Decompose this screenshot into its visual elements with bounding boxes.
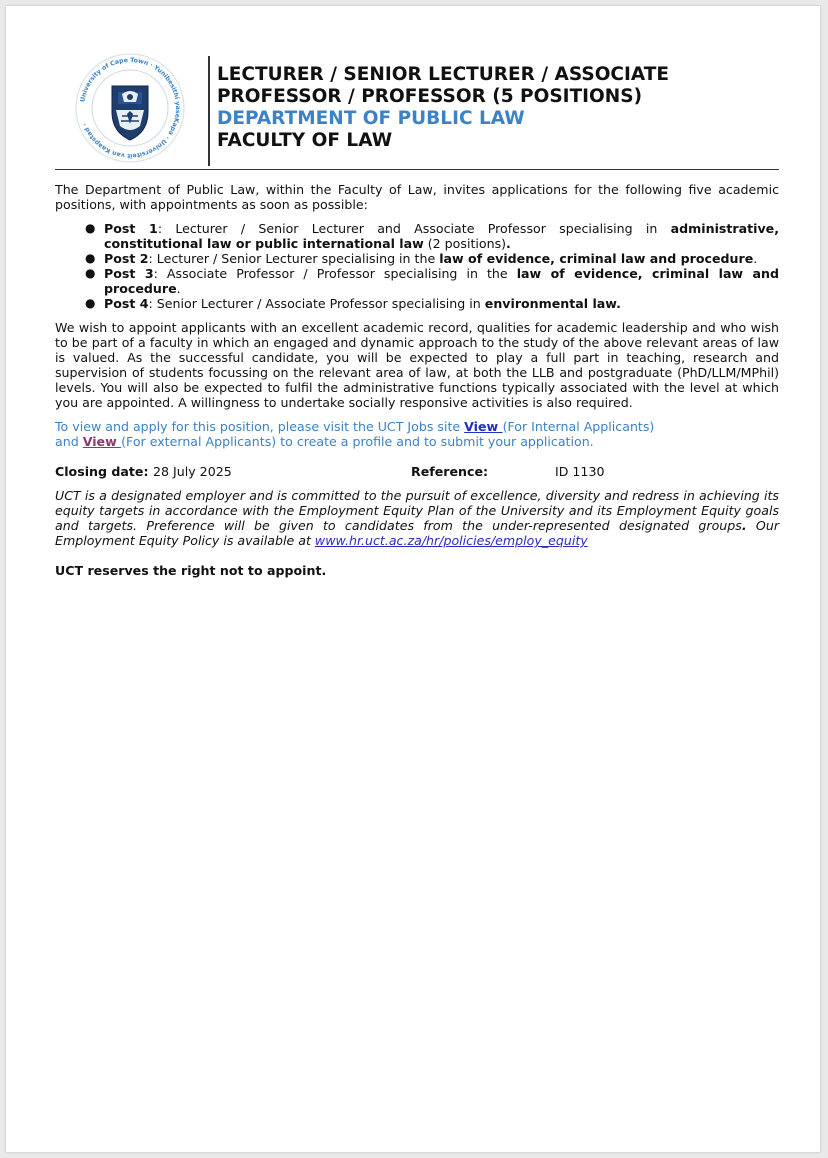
equity-statement (55, 488, 779, 548)
position-title-line2: PROFESSOR / PROFESSOR (5 POSITIONS) (217, 86, 643, 107)
bullet-icon: ● (85, 221, 96, 235)
svg-text:University of Cape Town · Yuni: University of Cape Town · Yunibesithi yaseKapa · Universiteit van Kaapstad · (79, 56, 182, 160)
header-divider (208, 56, 210, 166)
apply-text: To view and apply for this position, please visit the UCT Jobs site (55, 419, 465, 434)
document-page (6, 6, 820, 1152)
bullet-icon: ● (85, 266, 96, 280)
post-text: : Lecturer / Senior Lecturer and Associate Professor specialising in (157, 221, 671, 236)
post-label: Post 3 (104, 266, 154, 281)
post-specialisation: law of evidence, criminal law and procedure (104, 266, 779, 296)
post-label: Post 2 (104, 251, 149, 266)
external-view-link[interactable]: View (82, 434, 122, 449)
post-tail-end: . (753, 251, 758, 266)
closing-row (55, 464, 779, 480)
post-specialisation: law of evidence, criminal law and procedure (439, 251, 754, 266)
post-list (55, 221, 779, 311)
list-item (55, 251, 779, 266)
intro-paragraph: The Department of Public Law, within the Faculty of Law, invites applications for the following five academic positions, with appointments as soon as possible: (55, 182, 779, 212)
post-label: Post 1 (104, 221, 158, 236)
bullet-icon: ● (85, 251, 96, 265)
post-tail-end: . (176, 281, 181, 296)
reference-label: Reference: (411, 464, 489, 479)
post-specialisation: environmental law. (484, 296, 621, 311)
post-text: : Associate Professor / Professor specialising in the (153, 266, 517, 281)
reference-value: ID 1130 (555, 464, 605, 479)
post-label: Post 4 (104, 296, 149, 311)
department-title: DEPARTMENT OF PUBLIC LAW (217, 108, 525, 129)
apply-text: and (55, 434, 83, 449)
closing-date-value: 28 July 2025 (153, 464, 232, 479)
post-tail: (2 positions) (423, 236, 507, 251)
requirements-paragraph: We wish to appoint applicants with an excellent academic record, qualities for academic leadership and who wish to be part of a faculty in which an engaged and dynamic approach to the study of the above relevant areas of law is valued. As the successful candidate, you will be expected to play a full part in teaching, research and supervision of students focussing on the relevant area of law, at both the LLB and postgraduate (PhD/LLM/MPhil) levels. You will also be expected to fulfil the administrative functions typically associated with the level at which you are appointed. A willingness to undertake socially responsive activities is also required. (55, 320, 779, 410)
list-item (55, 296, 779, 311)
internal-view-link[interactable]: View (464, 419, 503, 434)
equity-policy-link[interactable]: www.hr.uct.ac.za/hr/policies/employ_equity (314, 533, 588, 548)
equity-dot: . (741, 518, 747, 533)
post-text: : Senior Lecturer / Associate Professor specialising in (148, 296, 485, 311)
header-titles (217, 64, 669, 152)
uct-crest-logo-icon (74, 52, 186, 164)
apply-text: (For external Applicants) to create a profile and to submit your application. (121, 434, 594, 449)
document-body (55, 182, 779, 578)
bullet-icon: ● (85, 296, 96, 310)
header-rule (55, 169, 779, 170)
post-tail-end: . (506, 236, 511, 251)
equity-text: UCT is a designated employer and is committed to the pursuit of excellence, diversity and redress in achieving its equity targets in accordance with the Employment Equity Plan of the University and its Employment Equity goals and targets. Preference will be given to candidates from the under-represented designated groups (55, 488, 779, 533)
faculty-title: FACULTY OF LAW (217, 130, 393, 151)
equity-text: Our Employment Equity Policy is available at (55, 518, 780, 548)
document-header (55, 48, 779, 172)
post-specialisation: administrative, constitutional law or public international law (104, 221, 780, 251)
post-text: : Lecturer / Senior Lecturer specialising in the (148, 251, 440, 266)
apply-text: (For Internal Applicants) (502, 419, 655, 434)
position-title-line1: LECTURER / SENIOR LECTURER / ASSOCIATE (217, 64, 670, 85)
list-item (55, 221, 779, 251)
apply-instructions (55, 419, 779, 449)
closing-date-label: Closing date: (55, 464, 149, 479)
list-item (55, 266, 779, 296)
reserves-statement: UCT reserves the right not to appoint. (55, 563, 327, 578)
